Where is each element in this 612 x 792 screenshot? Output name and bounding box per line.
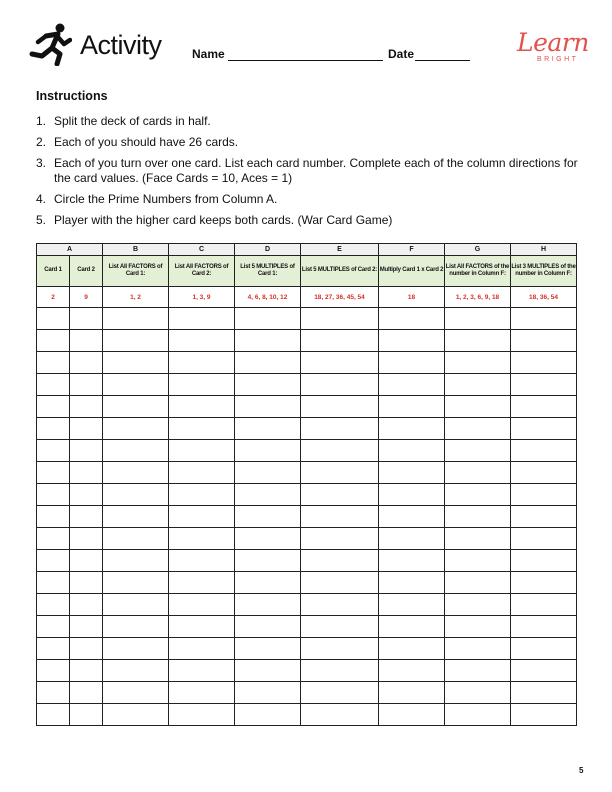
answer-cell[interactable] [379, 550, 445, 572]
example-cell: 18, 36, 54 [511, 287, 577, 308]
answer-cell[interactable] [445, 528, 511, 550]
answer-cell[interactable] [301, 352, 379, 374]
answer-cell[interactable] [70, 506, 103, 528]
answer-cell[interactable] [301, 396, 379, 418]
answer-row [37, 484, 577, 506]
answer-cell[interactable] [235, 352, 301, 374]
answer-cell[interactable] [103, 484, 169, 506]
answer-cell[interactable] [511, 418, 577, 440]
answer-cell[interactable] [169, 660, 235, 682]
answer-cell[interactable] [169, 528, 235, 550]
answer-cell[interactable] [70, 352, 103, 374]
answer-cell[interactable] [70, 528, 103, 550]
answer-cell[interactable] [379, 330, 445, 352]
answer-cell[interactable] [445, 572, 511, 594]
column-header: Card 1 [37, 256, 70, 287]
column-header: List 5 MULTIPLES of Card 1: [235, 256, 301, 287]
answer-cell[interactable] [379, 572, 445, 594]
answer-cell[interactable] [70, 660, 103, 682]
answer-cell[interactable] [169, 506, 235, 528]
answer-cell[interactable] [37, 660, 70, 682]
answer-cell[interactable] [235, 638, 301, 660]
instruction-step: 2. Each of you should have 26 cards. [36, 135, 239, 149]
answer-cell[interactable] [103, 418, 169, 440]
answer-cell[interactable] [103, 352, 169, 374]
answer-cell[interactable] [379, 594, 445, 616]
answer-row [37, 418, 577, 440]
answer-row [37, 506, 577, 528]
answer-cell[interactable] [37, 550, 70, 572]
answer-cell[interactable] [301, 638, 379, 660]
answer-row [37, 638, 577, 660]
answer-cell[interactable] [37, 528, 70, 550]
answer-cell[interactable] [70, 572, 103, 594]
answer-cell[interactable] [379, 682, 445, 704]
answer-cell[interactable] [235, 704, 301, 726]
example-cell: 4, 6, 8, 10, 12 [235, 287, 301, 308]
answer-row [37, 616, 577, 638]
answer-cell[interactable] [301, 550, 379, 572]
instruction-list [36, 114, 586, 234]
answer-cell[interactable] [235, 528, 301, 550]
answer-cell[interactable] [37, 638, 70, 660]
answer-cell[interactable] [169, 440, 235, 462]
answer-cell[interactable] [379, 440, 445, 462]
answer-cell[interactable] [301, 330, 379, 352]
answer-cell[interactable] [103, 330, 169, 352]
answer-cell[interactable] [235, 308, 301, 330]
page-header [0, 0, 612, 80]
answer-cell[interactable] [511, 352, 577, 374]
answer-cell[interactable] [511, 682, 577, 704]
answer-cell[interactable] [103, 396, 169, 418]
example-cell: 1, 2 [103, 287, 169, 308]
answer-cell[interactable] [235, 484, 301, 506]
answer-cell[interactable] [301, 506, 379, 528]
answer-cell[interactable] [511, 374, 577, 396]
answer-row [37, 374, 577, 396]
answer-cell[interactable] [70, 396, 103, 418]
answer-cell[interactable] [235, 572, 301, 594]
answer-cell[interactable] [301, 308, 379, 330]
date-field[interactable] [415, 60, 470, 61]
answer-cell[interactable] [301, 528, 379, 550]
answer-cell[interactable] [445, 550, 511, 572]
answer-cell[interactable] [70, 308, 103, 330]
answer-cell[interactable] [379, 484, 445, 506]
answer-cell[interactable] [70, 682, 103, 704]
example-cell: 1, 2, 3, 6, 9, 18 [445, 287, 511, 308]
answer-cell[interactable] [301, 682, 379, 704]
answer-cell[interactable] [70, 440, 103, 462]
answer-cell[interactable] [37, 682, 70, 704]
answer-cell[interactable] [379, 704, 445, 726]
answer-cell[interactable] [103, 572, 169, 594]
answer-cell[interactable] [301, 616, 379, 638]
column-header: List 5 MULTIPLES of Card 2: [301, 256, 379, 287]
answer-cell[interactable] [379, 308, 445, 330]
answer-cell[interactable] [103, 660, 169, 682]
answer-cell[interactable] [169, 594, 235, 616]
answer-cell[interactable] [301, 704, 379, 726]
column-header: List All FACTORS of the number in Column F: [445, 256, 511, 287]
answer-row [37, 550, 577, 572]
column-letter: D [235, 244, 301, 256]
answer-row [37, 704, 577, 726]
answer-cell[interactable] [511, 308, 577, 330]
example-cell: 1, 3, 9 [169, 287, 235, 308]
answer-row [37, 572, 577, 594]
answer-cell[interactable] [445, 638, 511, 660]
answer-cell[interactable] [70, 484, 103, 506]
answer-cell[interactable] [235, 462, 301, 484]
instruction-step: 5. Player with the higher card keeps both cards. (War Card Game) [36, 213, 393, 227]
column-letter: H [511, 244, 577, 256]
example-cell: 2 [37, 287, 70, 308]
answer-cell[interactable] [103, 616, 169, 638]
example-cell: 18, 27, 36, 45, 54 [301, 287, 379, 308]
logo-subtext: BRIGHT [537, 56, 579, 63]
answer-row [37, 462, 577, 484]
answer-cell[interactable] [235, 374, 301, 396]
instruction-step: 4. Circle the Prime Numbers from Column A. [36, 192, 278, 206]
column-header: Multiply Card 1 x Card 2 [379, 256, 445, 287]
answer-cell[interactable] [37, 374, 70, 396]
column-letter: F [379, 244, 445, 256]
column-letter: B [103, 244, 169, 256]
learn-bright-logo [517, 28, 587, 68]
answer-cell[interactable] [379, 660, 445, 682]
page-number: 5 [579, 766, 584, 775]
example-row [37, 287, 577, 308]
answer-cell[interactable] [379, 506, 445, 528]
answer-cell[interactable] [169, 374, 235, 396]
answer-cell[interactable] [379, 616, 445, 638]
answer-cell[interactable] [301, 462, 379, 484]
answer-cell[interactable] [37, 616, 70, 638]
answer-cell[interactable] [169, 616, 235, 638]
answer-cell[interactable] [235, 594, 301, 616]
worksheet-table [36, 243, 577, 726]
answer-cell[interactable] [103, 462, 169, 484]
answer-cell[interactable] [103, 528, 169, 550]
column-letter: C [169, 244, 235, 256]
answer-row [37, 528, 577, 550]
answer-cell[interactable] [445, 484, 511, 506]
answer-cell[interactable] [379, 418, 445, 440]
column-letter: A [37, 244, 103, 256]
answer-cell[interactable] [511, 572, 577, 594]
answer-cell[interactable] [301, 440, 379, 462]
answer-cell[interactable] [37, 308, 70, 330]
answer-cell[interactable] [511, 660, 577, 682]
answer-cell[interactable] [70, 374, 103, 396]
answer-cell[interactable] [445, 308, 511, 330]
answer-cell[interactable] [70, 418, 103, 440]
column-header-row [37, 256, 577, 287]
answer-cell[interactable] [511, 396, 577, 418]
example-cell: 9 [70, 287, 103, 308]
instructions-heading: Instructions [36, 89, 108, 103]
answer-cell[interactable] [445, 660, 511, 682]
answer-cell[interactable] [301, 594, 379, 616]
date-label: Date [388, 47, 415, 61]
answer-cell[interactable] [235, 418, 301, 440]
answer-cell[interactable] [511, 462, 577, 484]
answer-cell[interactable] [379, 638, 445, 660]
answer-cell[interactable] [70, 616, 103, 638]
answer-cell[interactable] [70, 704, 103, 726]
answer-cell[interactable] [169, 352, 235, 374]
answer-cell[interactable] [37, 330, 70, 352]
answer-cell[interactable] [103, 440, 169, 462]
answer-cell[interactable] [37, 462, 70, 484]
answer-cell[interactable] [70, 330, 103, 352]
column-header: List 3 MULTIPLES of the number in Column F: [511, 256, 577, 287]
answer-cell[interactable] [37, 506, 70, 528]
answer-row [37, 440, 577, 462]
answer-cell[interactable] [301, 374, 379, 396]
answer-cell[interactable] [235, 506, 301, 528]
column-header: List All FACTORS of Card 2: [169, 256, 235, 287]
answer-cell[interactable] [70, 462, 103, 484]
answer-cell[interactable] [379, 374, 445, 396]
answer-cell[interactable] [169, 308, 235, 330]
answer-cell[interactable] [301, 484, 379, 506]
answer-cell[interactable] [235, 616, 301, 638]
answer-cell[interactable] [445, 352, 511, 374]
answer-cell[interactable] [169, 550, 235, 572]
answer-cell[interactable] [445, 330, 511, 352]
answer-cell[interactable] [235, 396, 301, 418]
answer-cell[interactable] [169, 638, 235, 660]
answer-cell[interactable] [511, 528, 577, 550]
answer-row [37, 594, 577, 616]
answer-cell[interactable] [511, 616, 577, 638]
answer-cell[interactable] [103, 638, 169, 660]
answer-cell[interactable] [301, 572, 379, 594]
answer-cell[interactable] [445, 506, 511, 528]
answer-cell[interactable] [103, 682, 169, 704]
answer-cell[interactable] [445, 462, 511, 484]
answer-cell[interactable] [169, 484, 235, 506]
answer-row [37, 682, 577, 704]
answer-cell[interactable] [37, 440, 70, 462]
answer-cell[interactable] [301, 660, 379, 682]
column-letter-row [37, 244, 577, 256]
answer-cell[interactable] [445, 594, 511, 616]
example-cell: 18 [379, 287, 445, 308]
answer-cell[interactable] [445, 396, 511, 418]
answer-cell[interactable] [37, 418, 70, 440]
answer-cell[interactable] [379, 528, 445, 550]
answer-cell[interactable] [37, 396, 70, 418]
answer-cell[interactable] [37, 484, 70, 506]
answer-cell[interactable] [103, 594, 169, 616]
logo-text: Learn [517, 28, 589, 57]
answer-cell[interactable] [169, 572, 235, 594]
answer-cell[interactable] [511, 704, 577, 726]
answer-cell[interactable] [379, 396, 445, 418]
answer-cell[interactable] [445, 374, 511, 396]
answer-cell[interactable] [169, 330, 235, 352]
answer-row [37, 308, 577, 330]
column-letter: G [445, 244, 511, 256]
answer-cell[interactable] [379, 352, 445, 374]
answer-cell[interactable] [235, 660, 301, 682]
answer-cell[interactable] [235, 682, 301, 704]
answer-cell[interactable] [169, 682, 235, 704]
running-person-icon [28, 22, 72, 66]
answer-cell[interactable] [445, 418, 511, 440]
answer-cell[interactable] [103, 374, 169, 396]
answer-cell[interactable] [37, 572, 70, 594]
name-field[interactable] [228, 60, 383, 61]
answer-row [37, 330, 577, 352]
answer-cell[interactable] [511, 550, 577, 572]
answer-cell[interactable] [169, 418, 235, 440]
answer-cell[interactable] [70, 638, 103, 660]
answer-cell[interactable] [511, 330, 577, 352]
answer-row [37, 660, 577, 682]
answer-cell[interactable] [103, 704, 169, 726]
answer-cell[interactable] [37, 352, 70, 374]
answer-cell[interactable] [37, 704, 70, 726]
answer-cell[interactable] [37, 594, 70, 616]
answer-row [37, 352, 577, 374]
answer-cell[interactable] [103, 550, 169, 572]
answer-cell[interactable] [301, 418, 379, 440]
instruction-step: 1. Split the deck of cards in half. [36, 114, 211, 128]
answer-cell[interactable] [235, 440, 301, 462]
answer-cell[interactable] [511, 440, 577, 462]
answer-row [37, 396, 577, 418]
column-header: Card 2 [70, 256, 103, 287]
name-label: Name [192, 47, 225, 61]
answer-cell[interactable] [169, 704, 235, 726]
answer-cell[interactable] [70, 594, 103, 616]
answer-cell[interactable] [169, 462, 235, 484]
answer-cell[interactable] [169, 396, 235, 418]
answer-cell[interactable] [445, 616, 511, 638]
answer-cell[interactable] [70, 550, 103, 572]
page-title: Activity [80, 30, 162, 60]
column-header: List All FACTORS of Card 1: [103, 256, 169, 287]
answer-cell[interactable] [235, 330, 301, 352]
answer-cell[interactable] [511, 506, 577, 528]
answer-cell[interactable] [445, 440, 511, 462]
answer-cell[interactable] [379, 462, 445, 484]
answer-cell[interactable] [103, 506, 169, 528]
answer-cell[interactable] [511, 594, 577, 616]
instruction-step: 3. Each of you turn over one card. List each card number. Complete each of the column directions for the card values. (Face Cards = 10, Aces = 1) [36, 156, 578, 185]
answer-cell[interactable] [511, 484, 577, 506]
answer-cell[interactable] [103, 308, 169, 330]
answer-cell[interactable] [445, 704, 511, 726]
column-letter: E [301, 244, 379, 256]
answer-cell[interactable] [445, 682, 511, 704]
answer-cell[interactable] [511, 638, 577, 660]
answer-cell[interactable] [235, 550, 301, 572]
